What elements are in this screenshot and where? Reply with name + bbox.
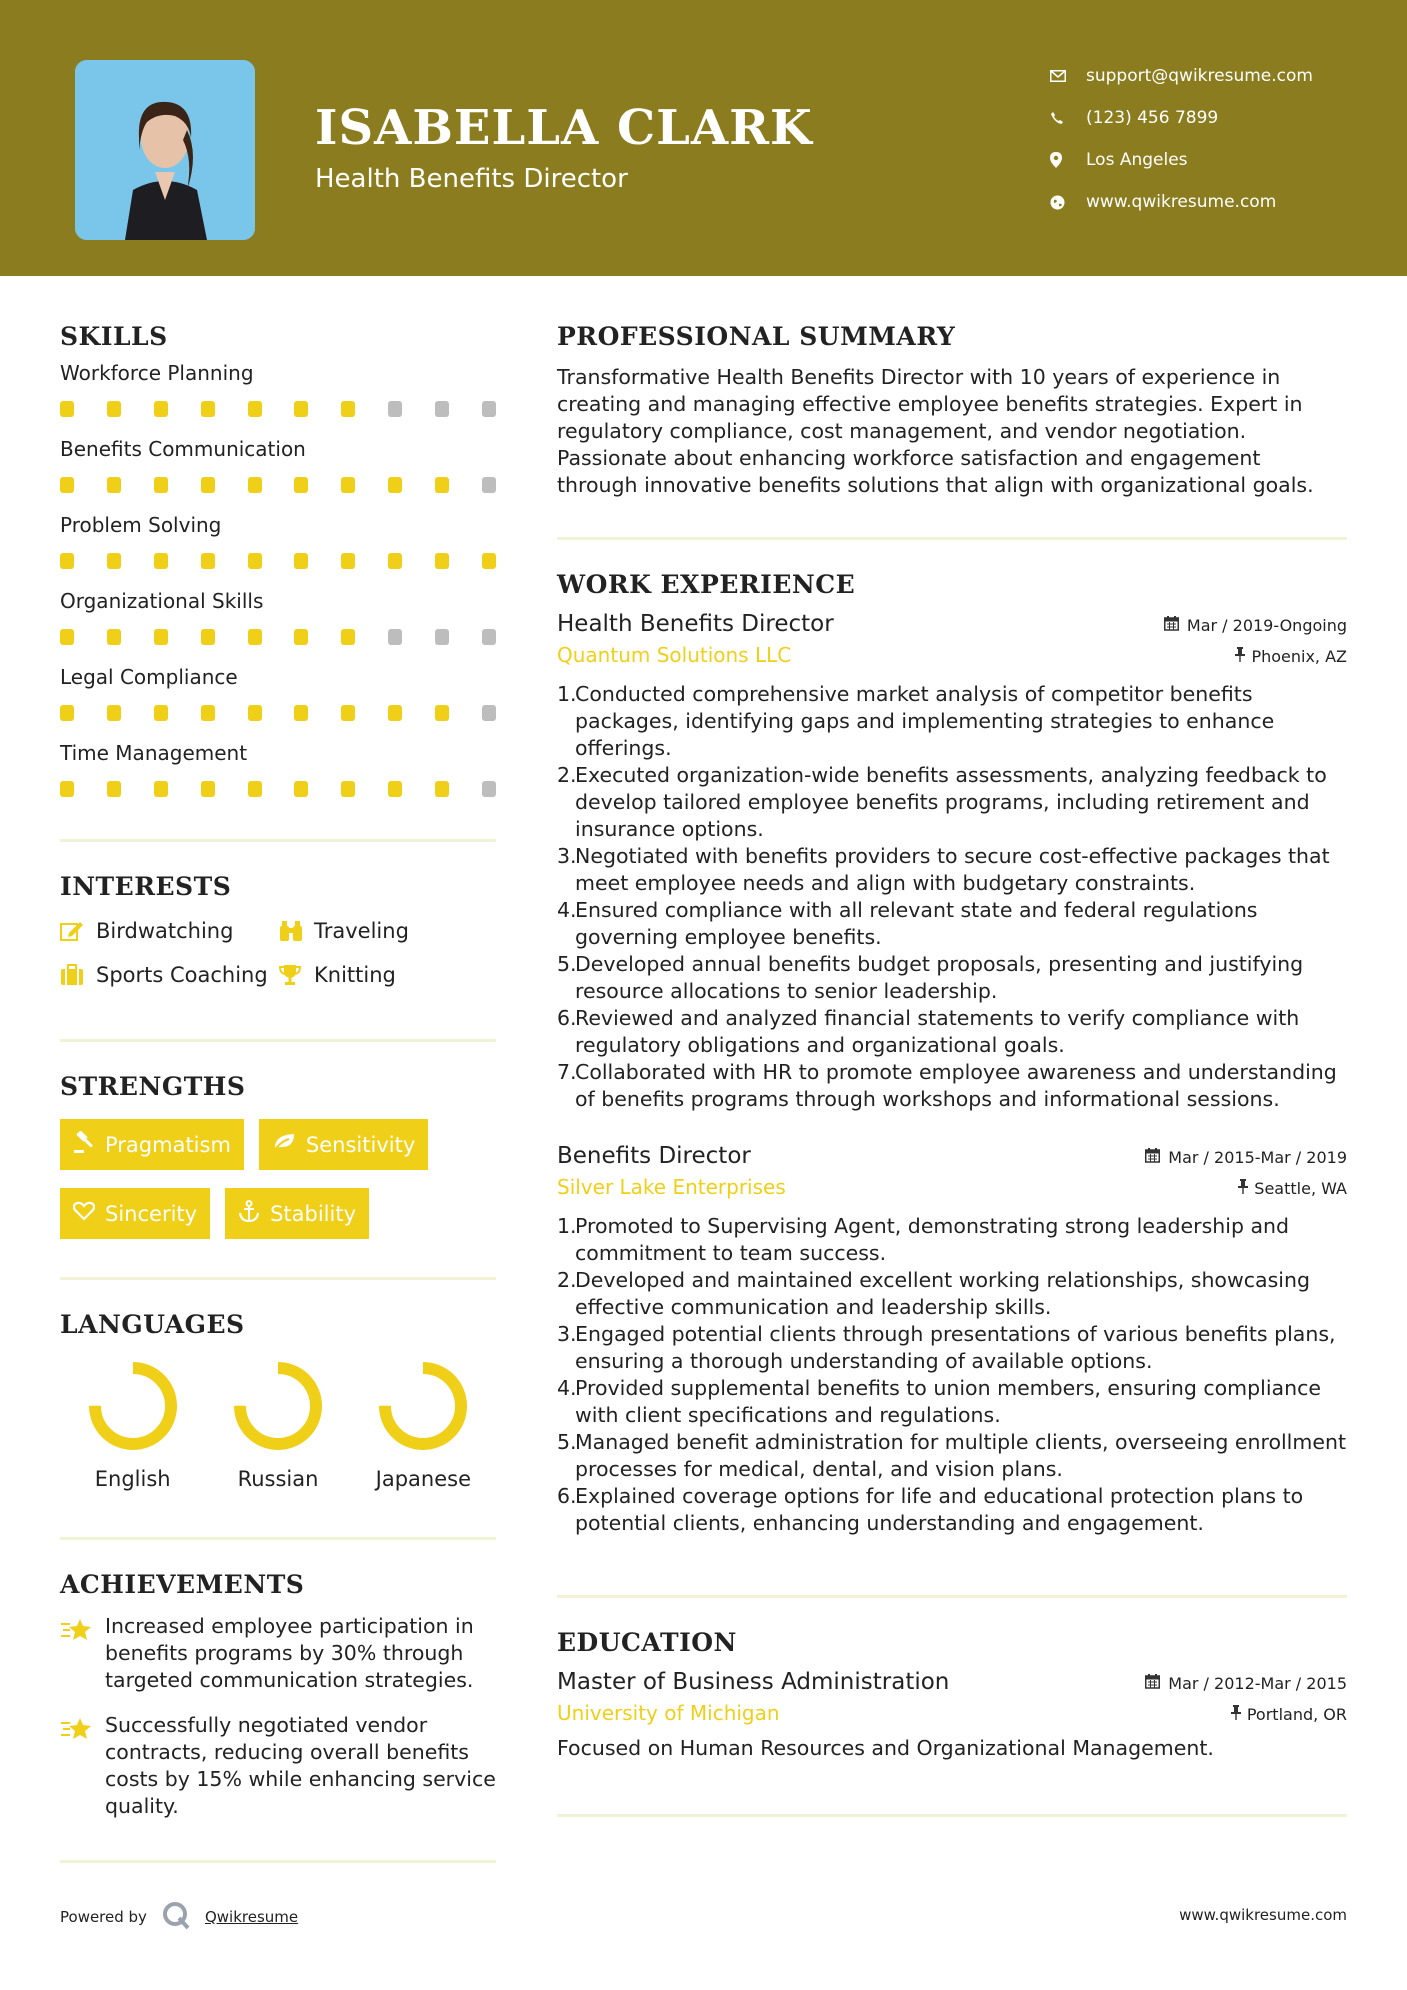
education-location: [1231, 1705, 1347, 1724]
profile-photo: [75, 60, 255, 240]
job-bullet: 2. Executed organization-wide benefits assessments, analyzing feedback to develop tailored employee benefits programs, including retirement and insurance options.: [557, 763, 1327, 841]
calendar-icon: [1145, 1674, 1160, 1693]
job-company: Silver Lake Enterprises: [557, 1175, 786, 1199]
divider: [60, 1277, 496, 1280]
skill-rating-dot: [341, 553, 355, 569]
education-entry: [557, 1669, 1347, 1762]
job-bullet: 1. Promoted to Supervising Agent, demonstrating strong leadership and commitment to team success.: [557, 1214, 1290, 1265]
language-level-arc: [95, 1368, 171, 1444]
briefcase-icon: [60, 964, 96, 986]
language-label: Japanese: [375, 1467, 471, 1491]
job-bullet: 5. Managed benefit administration for multiple clients, overseeing enrollment processes for medical, dental, and vision plans.: [557, 1430, 1346, 1481]
language-label: Russian: [237, 1467, 319, 1491]
job-bullet: 5. Developed annual benefits budget proposals, presenting and justifying resource allocations to senior leadership.: [557, 952, 1304, 1003]
skill-rating-dot: [248, 553, 262, 569]
skill-rating: [60, 553, 496, 569]
skill-rating-dot: [201, 629, 215, 645]
interests-list: [60, 919, 496, 987]
language-item: [60, 1359, 205, 1491]
job-location: [1238, 1179, 1347, 1198]
skill-rating-dot: [435, 401, 449, 417]
job-location: [1235, 647, 1347, 666]
job-entry: [557, 611, 1347, 1113]
skill-rating-dot: [294, 705, 308, 721]
job-location-text: Seattle, WA: [1254, 1179, 1347, 1198]
skill-name: Organizational Skills: [60, 589, 264, 613]
job-entry: [557, 1143, 1347, 1537]
language-level-ring: [376, 1359, 470, 1453]
skill-rating: [60, 629, 496, 645]
job-title: Health Benefits Director: [557, 611, 834, 637]
education-degree: Master of Business Administration: [557, 1669, 950, 1695]
location-pin-icon: [1050, 152, 1086, 168]
strength-label: Pragmatism: [105, 1132, 231, 1157]
skill-rating-dot: [248, 401, 262, 417]
job-bullet: 4. Ensured compliance with all relevant state and federal regulations governing employee benefits.: [557, 898, 1258, 949]
skill-rating-dot: [294, 401, 308, 417]
language-level-ring: [231, 1359, 325, 1453]
education-school: University of Michigan: [557, 1701, 780, 1725]
skill-rating-dot: [154, 553, 168, 569]
strength-badge: [60, 1119, 244, 1170]
skill-rating-dot: [388, 705, 402, 721]
skill-rating-dot: [388, 477, 402, 493]
footer-powered-by: [60, 1900, 298, 1934]
job-bullets: [557, 1213, 1347, 1537]
pushpin-icon: [1238, 1179, 1248, 1198]
skill-rating-dot: [341, 477, 355, 493]
languages-heading: LANGUAGES: [60, 1310, 245, 1339]
phone-icon: [1050, 111, 1086, 125]
globe-icon: [1050, 195, 1086, 210]
powered-by-label: Powered by: [60, 1908, 147, 1926]
achievement-text: Successfully negotiated vendor contracts, reducing overall benefits costs by 15% while enhancing service quality.: [105, 1713, 496, 1818]
contact-email[interactable]: [1050, 55, 1313, 97]
strength-label: Sincerity: [105, 1201, 198, 1226]
skill-rating-dot: [482, 629, 496, 645]
contact-phone[interactable]: [1050, 97, 1313, 139]
candidate-name: ISABELLA CLARK: [315, 100, 813, 156]
skill-rating-dot: [294, 553, 308, 569]
skill-rating-dot: [107, 629, 121, 645]
skill-rating-dot: [435, 553, 449, 569]
skill-name: Time Management: [60, 741, 248, 765]
job-bullet: 2. Developed and maintained excellent working relationships, showcasing effective communication and leadership skills.: [557, 1268, 1310, 1319]
interest-item: [278, 963, 496, 987]
right-column: [557, 322, 1347, 1817]
skill-rating: [60, 477, 496, 493]
language-level-arc: [385, 1368, 461, 1444]
job-bullet: 3. Negotiated with benefits providers to secure cost-effective packages that meet employee needs and align with budgetary constraints.: [557, 844, 1330, 895]
skill-rating-dot: [435, 477, 449, 493]
job-bullet: 3. Engaged potential clients through presentations of various benefits plans, ensuring a thorough understanding of available options.: [557, 1322, 1336, 1373]
interest-item: [278, 919, 496, 943]
skill-rating-dot: [107, 477, 121, 493]
pushpin-icon: [1231, 1705, 1241, 1724]
contact-website[interactable]: [1050, 181, 1313, 223]
achievement-text: Increased employee participation in benefits programs by 30% through targeted communication strategies.: [105, 1614, 474, 1692]
pushpin-icon: [1235, 647, 1245, 666]
calendar-icon: [1164, 616, 1179, 635]
skill-rating-dot: [201, 781, 215, 797]
skill-rating-dot: [107, 553, 121, 569]
achievements-heading: ACHIEVEMENTS: [60, 1570, 305, 1599]
skill-name: Workforce Planning: [60, 361, 254, 385]
job-bullet: 6. Reviewed and analyzed financial statements to verify compliance with regulatory obligations and organizational goals.: [557, 1006, 1300, 1057]
skills-list: [60, 361, 496, 797]
language-item: [351, 1359, 496, 1491]
footer-website[interactable]: www.qwikresume.com: [1179, 1906, 1347, 1924]
interest-item: [60, 963, 278, 987]
skill-rating-dot: [294, 477, 308, 493]
education-date: [1145, 1674, 1347, 1693]
skill-rating-dot: [435, 781, 449, 797]
skill-rating-dot: [60, 781, 74, 797]
skill-rating-dot: [60, 477, 74, 493]
job-bullet: 1. Conducted comprehensive market analysis of competitor benefits packages, identifying gaps and implementing strategies to enhance offerings.: [557, 682, 1275, 760]
skill-rating-dot: [248, 477, 262, 493]
skill-rating-dot: [435, 705, 449, 721]
skill-rating: [60, 781, 496, 797]
skill-rating-dot: [388, 629, 402, 645]
job-bullet: 7. Collaborated with HR to promote employee awareness and understanding of benefits programs through workshops and informational sessions.: [557, 1060, 1337, 1111]
skill-rating-dot: [482, 781, 496, 797]
experience-heading: WORK EXPERIENCE: [557, 570, 856, 599]
skill-name: Legal Compliance: [60, 665, 238, 689]
skill-rating-dot: [341, 629, 355, 645]
job-date-text: Mar / 2015-Mar / 2019: [1168, 1148, 1347, 1167]
skill-rating-dot: [201, 477, 215, 493]
left-column: [60, 322, 496, 1863]
skill-rating-dot: [60, 401, 74, 417]
skill-rating-dot: [248, 781, 262, 797]
language-level-arc: [240, 1368, 316, 1444]
interest-label: Traveling: [314, 919, 409, 943]
skill-rating-dot: [294, 781, 308, 797]
skill-rating-dot: [201, 553, 215, 569]
job-company: Quantum Solutions LLC: [557, 643, 792, 667]
skill-rating-dot: [107, 705, 121, 721]
strength-label: Sensitivity: [305, 1132, 416, 1157]
language-label: English: [94, 1467, 171, 1491]
skill-rating-dot: [388, 553, 402, 569]
leaf-icon: [272, 1132, 296, 1157]
language-item: [205, 1359, 350, 1491]
education-heading: EDUCATION: [557, 1628, 737, 1657]
gavel-icon: [73, 1131, 95, 1158]
divider: [557, 1595, 1347, 1598]
divider: [557, 1814, 1347, 1817]
divider: [557, 537, 1347, 540]
email-icon: [1050, 70, 1086, 82]
skill-rating-dot: [341, 781, 355, 797]
trophy-icon: [278, 964, 314, 986]
skill-name: Problem Solving: [60, 513, 222, 537]
strength-badge: [225, 1188, 369, 1239]
qwikresume-logo-icon: [161, 1900, 191, 1934]
header: [0, 0, 1407, 276]
strength-badge: [259, 1119, 428, 1170]
skill-rating-dot: [154, 705, 168, 721]
skill-rating-dot: [60, 629, 74, 645]
divider: [60, 1860, 496, 1863]
education-description: Focused on Human Resources and Organizational Management.: [557, 1736, 1214, 1760]
skills-heading: SKILLS: [60, 322, 168, 351]
skill-rating: [60, 705, 496, 721]
skill-rating-dot: [388, 401, 402, 417]
education-location-text: Portland, OR: [1246, 1705, 1347, 1724]
strengths-heading: STRENGTHS: [60, 1072, 246, 1101]
divider: [60, 839, 496, 842]
shooting-star-icon: [60, 1613, 105, 1694]
anchor-icon: [238, 1200, 260, 1227]
interest-label: Sports Coaching: [96, 963, 268, 987]
strength-label: Stability: [270, 1201, 357, 1226]
skill-name: Benefits Communication: [60, 437, 306, 461]
skill-rating-dot: [341, 705, 355, 721]
skill-rating-dot: [154, 781, 168, 797]
skill-rating-dot: [154, 477, 168, 493]
job-date: [1145, 1148, 1347, 1167]
calendar-icon: [1145, 1148, 1160, 1167]
skill-rating-dot: [107, 781, 121, 797]
skill-rating-dot: [107, 401, 121, 417]
contact-phone-text: (123) 456 7899: [1086, 108, 1219, 128]
contact-location-text: Los Angeles: [1086, 150, 1188, 170]
interests-heading: INTERESTS: [60, 872, 232, 901]
qwikresume-link[interactable]: Qwikresume: [204, 1908, 299, 1926]
languages-list: [60, 1359, 496, 1491]
summary-heading: PROFESSIONAL SUMMARY: [557, 322, 956, 351]
job-bullet: 6. Explained coverage options for life and educational protection plans to potential clients, enhancing understanding and engagement.: [557, 1484, 1304, 1535]
candidate-title: Health Benefits Director: [315, 164, 628, 194]
job-title: Benefits Director: [557, 1143, 751, 1169]
skill-rating-dot: [60, 705, 74, 721]
skill-rating: [60, 401, 496, 417]
skill-rating-dot: [482, 477, 496, 493]
achievements-list: [60, 1613, 496, 1820]
shooting-star-icon: [60, 1712, 105, 1820]
achievement-item: [60, 1613, 496, 1694]
education-date-text: Mar / 2012-Mar / 2015: [1168, 1674, 1347, 1693]
skill-rating-dot: [341, 401, 355, 417]
job-bullet: 4. Provided supplemental benefits to union members, ensuring compliance with client specifications and regulations.: [557, 1376, 1321, 1427]
job-bullets: [557, 681, 1347, 1113]
skill-rating-dot: [388, 781, 402, 797]
skill-rating-dot: [201, 401, 215, 417]
job-date: [1164, 616, 1347, 635]
binoculars-icon: [278, 920, 314, 942]
skill-rating-dot: [482, 705, 496, 721]
strength-badge: [60, 1188, 210, 1239]
interest-label: Knitting: [314, 963, 396, 987]
skill-rating-dot: [482, 401, 496, 417]
contact-website-text: www.qwikresume.com: [1086, 192, 1277, 212]
interest-label: Birdwatching: [96, 919, 234, 943]
contact-location: [1050, 139, 1313, 181]
divider: [60, 1537, 496, 1540]
strengths-list: [60, 1119, 496, 1239]
skill-rating-dot: [248, 705, 262, 721]
heart-icon: [73, 1201, 95, 1226]
interest-item: [60, 919, 278, 943]
skill-rating-dot: [60, 553, 74, 569]
skill-rating-dot: [294, 629, 308, 645]
language-level-ring: [86, 1359, 180, 1453]
skill-rating-dot: [482, 553, 496, 569]
skill-rating-dot: [201, 705, 215, 721]
pencil-icon: [60, 920, 96, 942]
contact-list: [1050, 55, 1313, 223]
achievement-item: [60, 1712, 496, 1820]
skill-rating-dot: [154, 401, 168, 417]
divider: [60, 1039, 496, 1042]
job-location-text: Phoenix, AZ: [1251, 647, 1347, 666]
skill-rating-dot: [248, 629, 262, 645]
skill-rating-dot: [435, 629, 449, 645]
job-date-text: Mar / 2019-Ongoing: [1186, 616, 1347, 635]
contact-email-text: support@qwikresume.com: [1086, 66, 1313, 86]
summary-text: Transformative Health Benefits Director with 10 years of experience in creating and managing effective employee benefits strategies. Expert in regulatory compliance, cost management, and vendor negotiation. Passionate about enhancing workforce satisfaction and engagement through innovative benefits solutions that align with organizational goals.: [557, 365, 1314, 497]
skill-rating-dot: [154, 629, 168, 645]
